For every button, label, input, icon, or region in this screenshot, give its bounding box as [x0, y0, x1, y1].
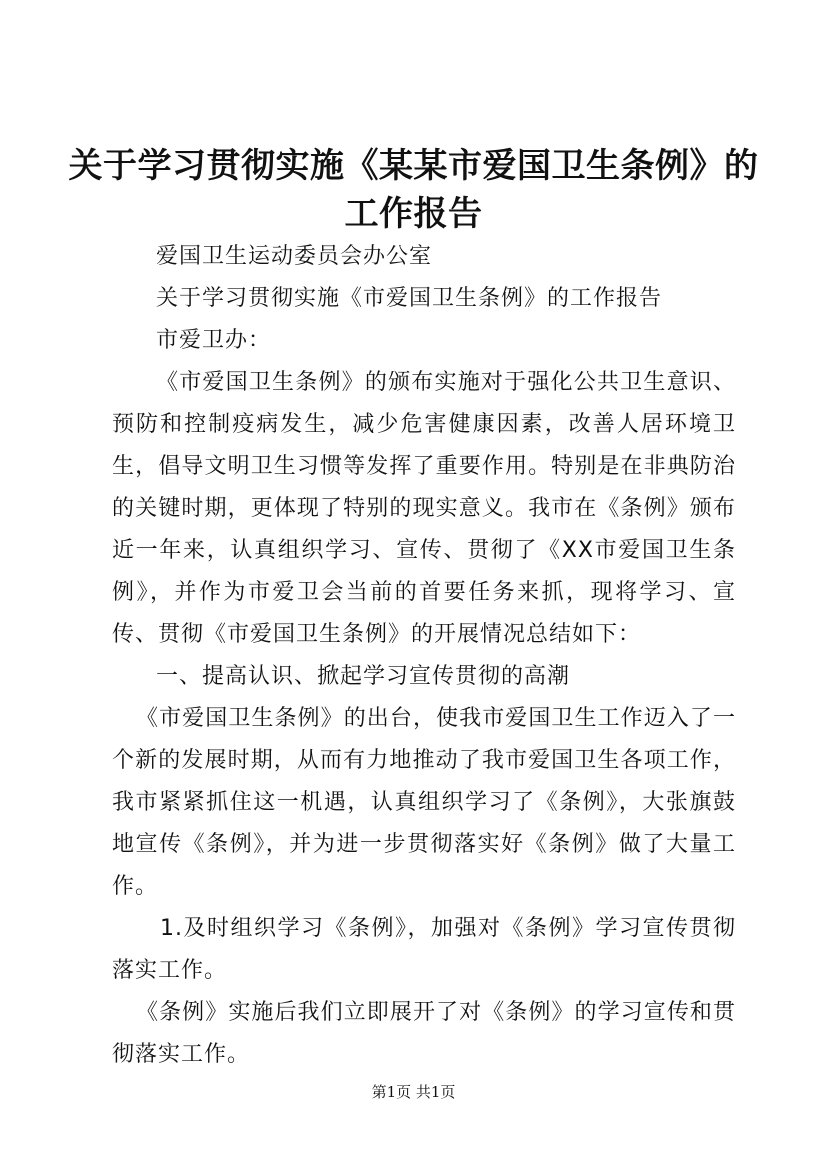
paragraph: 《市爱国卫生条例》的出台，使我市爱国卫生工作迈入了一个新的发展时期，从而有力地推动了我市爱国卫生各项工作，我市紧紧抓住这一机遇，认真组织学习了《条例》，大张旗鼓地宣传《条例》，并为进一步贯彻落实好《条例》做了大量工作。 [112, 706, 736, 899]
paragraph: 《条例》实施后我们立即展开了对《条例》的学习宣传和贯彻落实工作。 [112, 1000, 736, 1067]
page-number: 第1页 共1页 [371, 1083, 456, 1101]
document-body [112, 236, 736, 1076]
sender-line: 爱国卫生运动委员会办公室 [156, 244, 433, 269]
addressee-line: 市爱卫办： [156, 328, 272, 353]
subject-line: 关于学习贯彻实施《市爱国卫生条例》的工作报告 [156, 286, 663, 311]
section-heading: 一、提高认识、掀起学习宣传贯彻的高潮 [156, 664, 571, 689]
subsection-heading: 1.及时组织学习《条例》，加强对《条例》学习宣传贯彻落实工作。 [112, 916, 736, 983]
document-title: 关于学习贯彻实施《某某市爱国卫生条例》的工作报告 [68, 146, 759, 234]
paragraph: 《市爱国卫生条例》的颁布实施对于强化公共卫生意识、预防和控制疫病发生，减少危害健康因素，改善人居环境卫生，倡导文明卫生习惯等发挥了重要作用。特别是在非典防治的关键时期，更体现了特别的现实意义。我市在《条例》颁布近一年来，认真组织学习、宣传、贯彻了《XX市爱国卫生条例》，并作为市爱卫会当前的首要任务来抓，现将学习、宣传、贯彻《市爱国卫生条例》的开展情况总结如下： [112, 370, 736, 647]
